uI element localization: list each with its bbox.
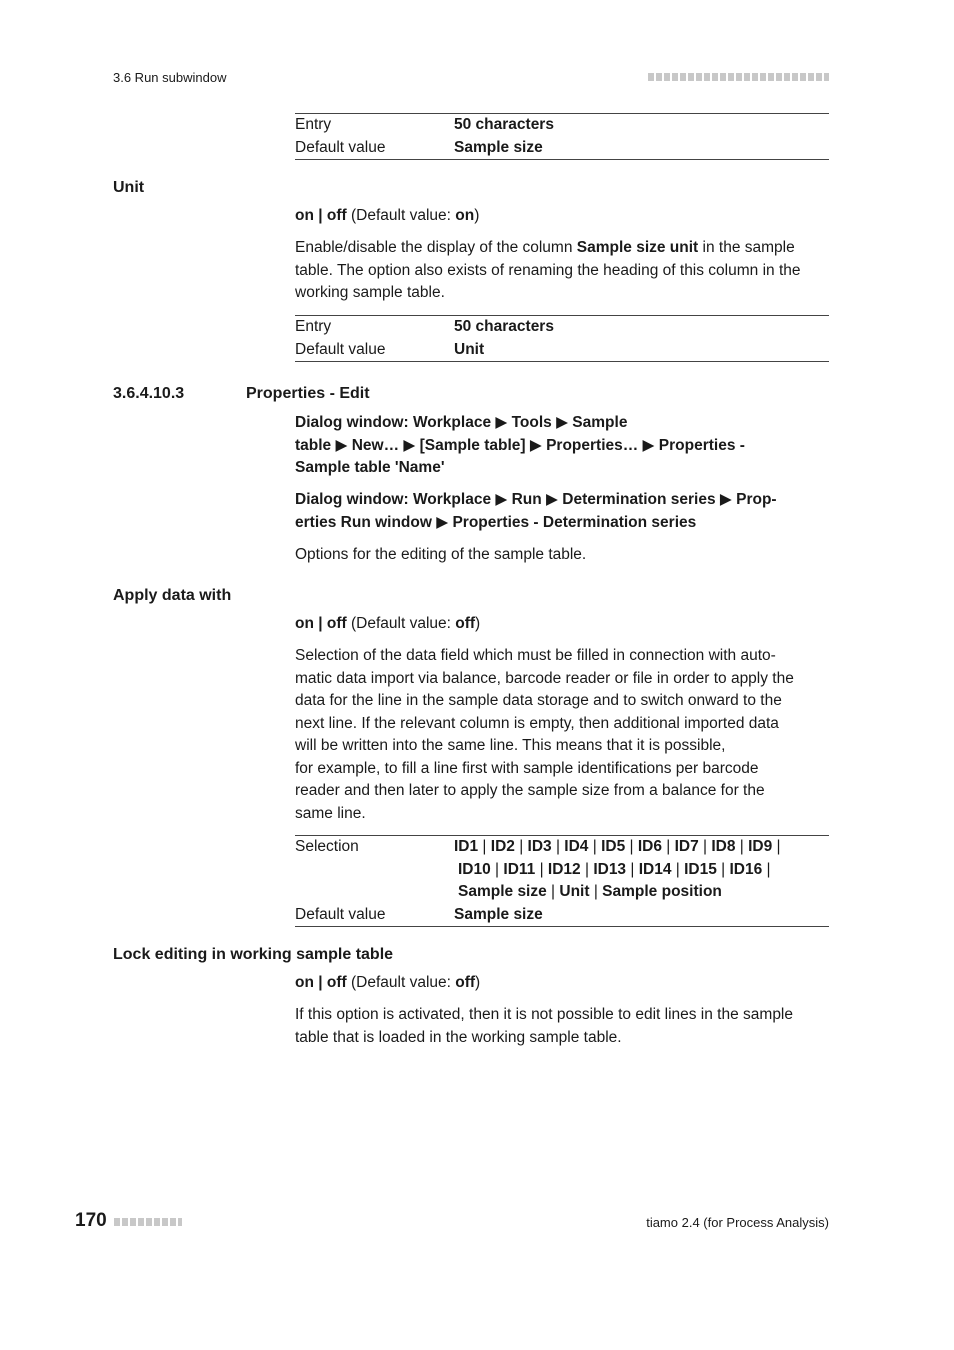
table-key: Default value xyxy=(295,340,386,358)
section-intro: Options for the editing of the sample table. xyxy=(295,546,587,563)
selection-option: ID6 xyxy=(637,838,662,855)
table-value: Sample size xyxy=(454,138,543,156)
lock-onoff: on | off (Default value: off) xyxy=(295,974,481,991)
selection-option: ID10 xyxy=(458,860,491,878)
unit-onoff: on | off (Default value: on) xyxy=(295,207,480,224)
selection-option: Unit xyxy=(559,883,590,900)
section-title: Properties - Edit xyxy=(246,385,370,402)
footer-product: tiamo 2.4 (for Process Analysis) xyxy=(646,1215,829,1230)
apply-onoff: on | off (Default value: off) xyxy=(295,615,481,632)
separator: | xyxy=(535,860,548,878)
separator: | xyxy=(490,860,504,878)
separator: | xyxy=(514,838,528,855)
selection-option: Sample size xyxy=(458,883,547,900)
table-key: Selection xyxy=(295,838,359,855)
separator: | xyxy=(716,860,730,878)
separator: | xyxy=(478,838,491,855)
separator: | xyxy=(588,838,602,855)
param-title-apply-data-with: Apply data with xyxy=(113,587,232,604)
selection-option: ID11 xyxy=(503,860,536,878)
separator: | xyxy=(762,860,771,878)
separator: | xyxy=(580,860,594,878)
separator: | xyxy=(589,883,603,900)
page-number: 170 xyxy=(75,1210,107,1231)
selection-option: ID1 xyxy=(454,838,479,855)
table-key: Default value xyxy=(295,138,386,156)
selection-option: ID2 xyxy=(490,838,515,855)
lock-description: If this option is activated, then it is not possible to edit lines in the sample table that is loaded in the working sample table. xyxy=(295,1006,793,1046)
table-apply-selection xyxy=(295,835,829,927)
selection-option: ID13 xyxy=(593,860,627,878)
table-value: Sample size xyxy=(454,905,543,923)
separator: | xyxy=(661,838,675,855)
separator: | xyxy=(626,860,639,878)
header-decoration xyxy=(648,73,829,81)
separator: | xyxy=(698,838,712,855)
table-row xyxy=(295,316,829,339)
table-sample-size-entry xyxy=(295,113,829,160)
selection-option: ID9 xyxy=(748,838,773,855)
table-row xyxy=(295,836,829,904)
separator: | xyxy=(735,838,749,855)
table-key: Default value xyxy=(295,905,386,923)
selection-option: ID14 xyxy=(638,860,672,878)
apply-description: Selection of the data field which must be filled in connection with auto- matic data import via balance, barcode reader or file in order to apply the data for the line in the sample data storage and to switch onward to the next line. If the relevant column is empty, then additional imported data will be written into the same line. This means that it is possible, for example, to fill a line first with sample identifications per barcode reader and then later to apply the sample size from a balance for the same line. xyxy=(295,647,794,822)
table-value: Unit xyxy=(454,340,485,358)
dialog-path-2: Dialog window: Workplace ▶ Run ▶ Determination series ▶ Prop- erties Run window ▶ Properties - Determination series xyxy=(295,491,777,531)
selection-option: ID3 xyxy=(527,838,552,855)
table-value: 50 characters xyxy=(454,116,554,133)
selection-option: Sample position xyxy=(602,883,722,900)
footer-decoration xyxy=(114,1218,182,1226)
table-unit-entry xyxy=(295,315,829,362)
section-number: 3.6.4.10.3 xyxy=(113,385,185,402)
separator: | xyxy=(671,860,685,878)
separator: | xyxy=(546,883,560,900)
separator: | xyxy=(625,838,638,855)
selection-option: ID5 xyxy=(601,838,626,855)
separator: | xyxy=(772,838,781,855)
selection-option: ID4 xyxy=(564,838,589,855)
table-value: 50 characters xyxy=(454,318,554,335)
table-row xyxy=(295,339,829,362)
param-title-unit: Unit xyxy=(113,179,145,196)
table-row xyxy=(295,904,829,927)
table-row xyxy=(295,114,829,137)
selection-option: ID15 xyxy=(684,860,717,878)
selection-option: ID7 xyxy=(674,838,699,855)
dialog-path-1: Dialog window: Workplace ▶ Tools ▶ Sample table ▶ New… ▶ [Sample table] ▶ Properties… ▶ Properties - Sample table 'Name' xyxy=(295,414,745,476)
table-value xyxy=(454,836,781,904)
selection-option: ID16 xyxy=(729,860,763,878)
running-header-section: 3.6 Run subwindow xyxy=(113,70,227,85)
selection-option: ID12 xyxy=(547,860,581,878)
unit-description: Enable/disable the display of the column Sample size unit in the sample table. The option also exists of renaming the heading of this column in the working sample table. xyxy=(295,239,801,301)
table-key: Entry xyxy=(295,318,332,335)
selection-option: ID8 xyxy=(711,838,736,855)
table-row xyxy=(295,137,829,160)
param-title-lock-editing: Lock editing in working sample table xyxy=(113,946,394,963)
separator: | xyxy=(551,838,565,855)
table-key: Entry xyxy=(295,116,332,133)
